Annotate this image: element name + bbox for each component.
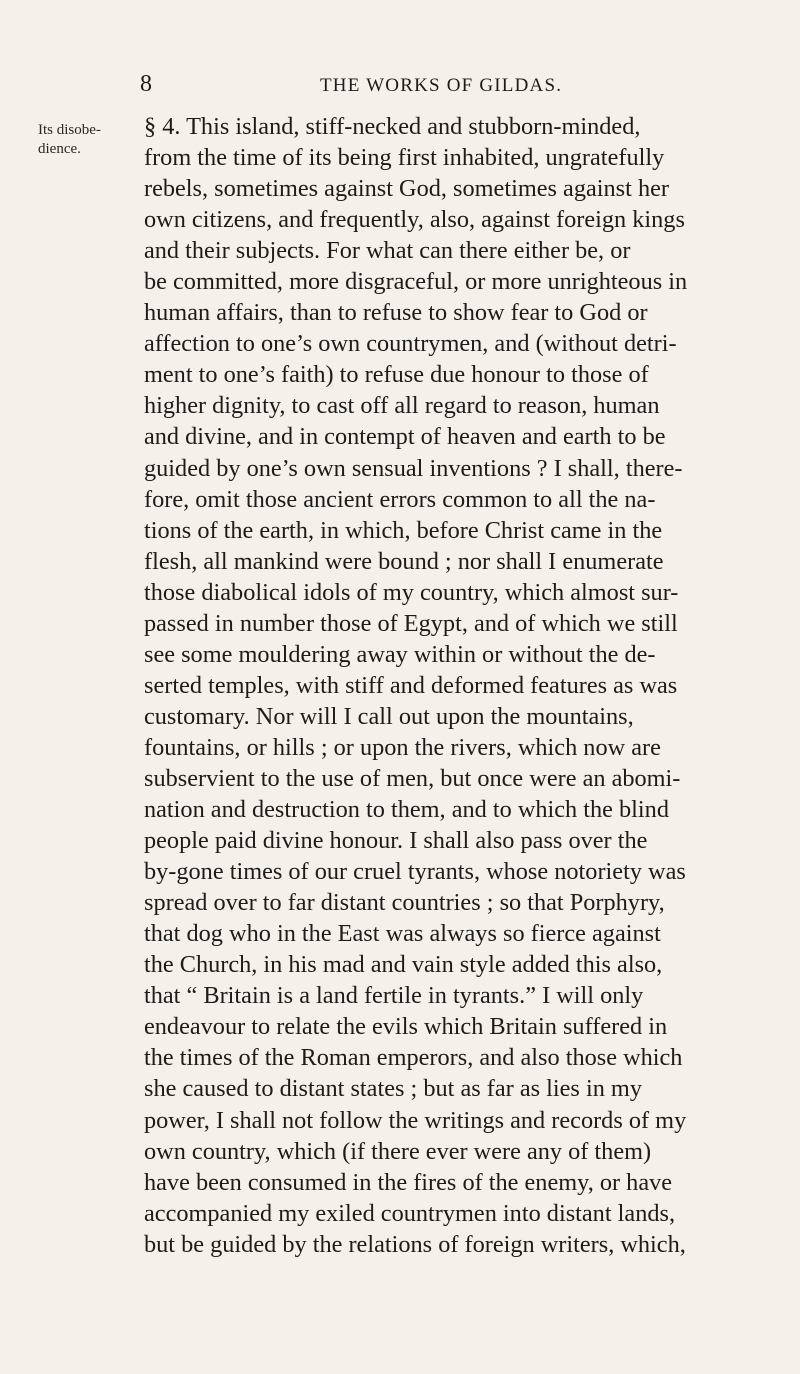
text-line: fore, omit those ancient errors common to all the na-: [144, 485, 656, 513]
text-line: customary. Nor will I call out upon the mountains,: [144, 702, 634, 730]
page-number: 8: [140, 71, 152, 97]
text-line: ment to one’s faith) to refuse due honour to those of: [144, 361, 649, 389]
body-paragraph: [144, 111, 784, 1260]
marginal-note-line: Its disobe-: [38, 122, 101, 138]
text-line: the Church, in his mad and vain style added this also,: [144, 951, 663, 979]
text-line: higher dignity, to cast off all regard to reason, human: [144, 392, 660, 420]
text-line: people paid divine honour. I shall also pass over the: [144, 827, 648, 855]
text-line: but be guided by the relations of foreign writers, which,: [144, 1230, 686, 1258]
text-line: spread over to far distant countries ; so that Porphyry,: [144, 889, 665, 917]
text-line: those diabolical idols of my country, which almost sur-: [144, 578, 679, 606]
text-line: that “ Britain is a land fertile in tyrants.” I will only: [144, 982, 644, 1010]
text-line: affection to one’s own countrymen, and (without detri-: [144, 330, 677, 358]
text-line: own country, which (if there ever were any of them): [144, 1137, 652, 1165]
marginal-note-line: dience.: [38, 141, 81, 157]
text-line: rebels, sometimes against God, sometimes against her: [144, 175, 669, 203]
text-line: the times of the Roman emperors, and also those which: [144, 1044, 683, 1072]
text-line: that dog who in the East was always so fierce against: [144, 920, 661, 948]
text-line: by-gone times of our cruel tyrants, whose notoriety was: [144, 858, 686, 886]
text-line: see some mouldering away within or without the de-: [144, 640, 656, 668]
text-line: tions of the earth, in which, before Christ came in the: [144, 516, 663, 544]
text-line: human affairs, than to refuse to show fear to God or: [144, 299, 648, 327]
text-line: fountains, or hills ; or upon the rivers, which now are: [144, 733, 661, 761]
text-line: accompanied my exiled countrymen into distant lands,: [144, 1199, 676, 1227]
text-line: have been consumed in the fires of the enemy, or have: [144, 1168, 673, 1196]
text-line: from the time of its being first inhabited, ungratefully: [144, 144, 665, 172]
text-line: endeavour to relate the evils which Britain suffered in: [144, 1013, 668, 1041]
running-title: THE WORKS OF GILDAS.: [320, 75, 563, 96]
text-line: she caused to distant states ; but as far as lies in my: [144, 1075, 642, 1103]
text-line: and divine, and in contempt of heaven and earth to be: [144, 423, 666, 451]
text-line: own citizens, and frequently, also, against foreign kings: [144, 206, 685, 234]
text-line: be committed, more disgraceful, or more unrighteous in: [144, 268, 688, 296]
text-line: power, I shall not follow the writings and records of my: [144, 1106, 687, 1134]
text-line: subservient to the use of men, but once were an abomi-: [144, 764, 681, 792]
text-line: passed in number those of Egypt, and of which we still: [144, 609, 678, 637]
text-line: flesh, all mankind were bound ; nor shall I enumerate: [144, 547, 664, 575]
text-line: and their subjects. For what can there either be, or: [144, 237, 631, 265]
text-line: guided by one’s own sensual inventions ? I shall, there-: [144, 454, 683, 482]
text-line: nation and destruction to them, and to which the blind: [144, 796, 669, 824]
text-line: § 4. This island, stiff-necked and stubborn-minded,: [144, 113, 641, 140]
text-line: serted temples, with stiff and deformed features as was: [144, 671, 678, 699]
marginal-note: [38, 121, 101, 159]
